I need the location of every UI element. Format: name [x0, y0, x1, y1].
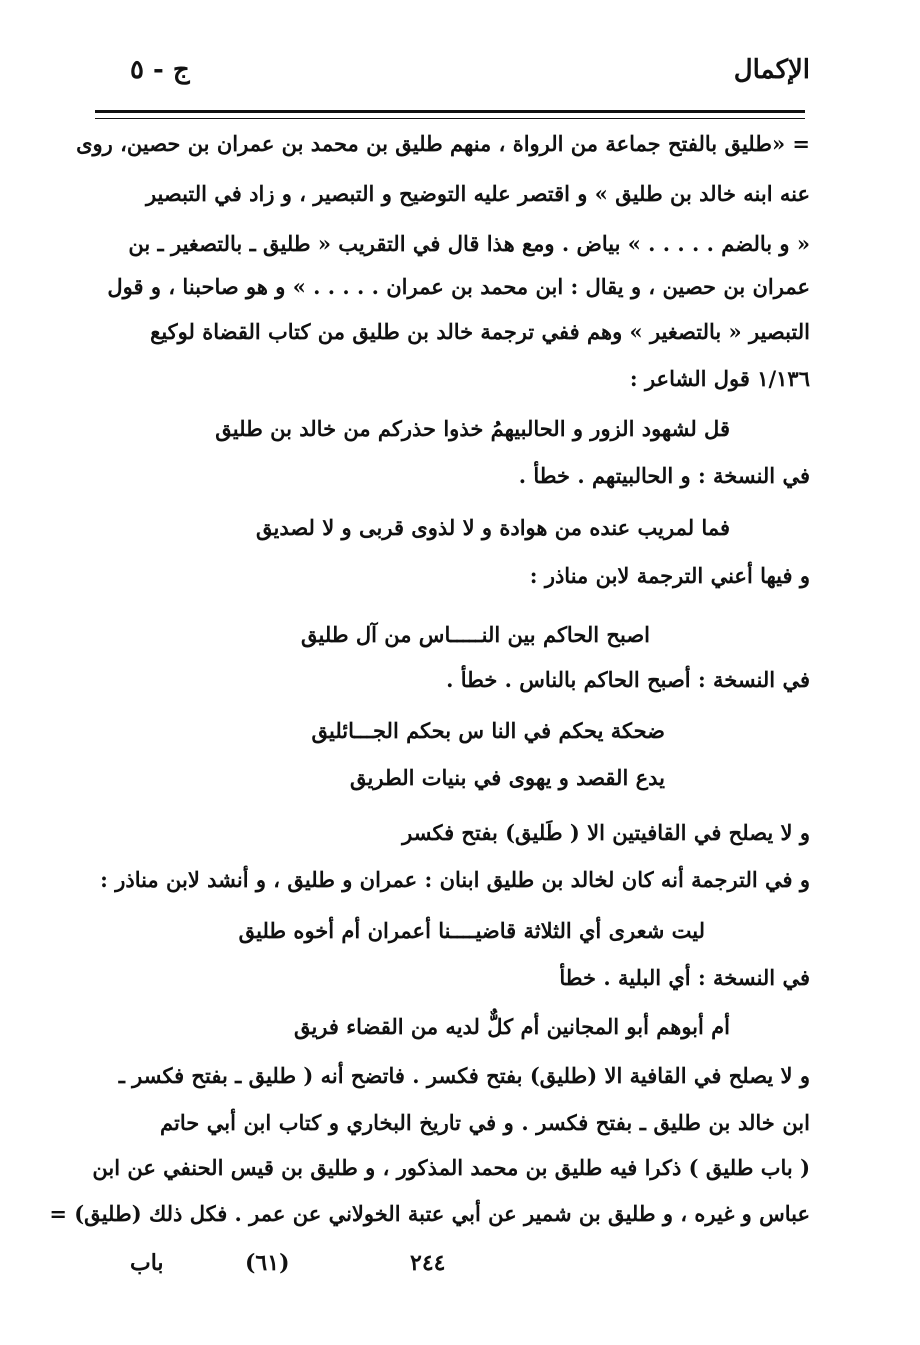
verse-7: أم أبوهم أبو المجانين أم كلٌّ لديه من القضاء فريق [293, 1014, 730, 1039]
text-line-11: ابن خالد بن طليق ـ بفتح فكسر . و في تاريخ البخاري و كتاب ابن أبي حاتم [160, 1110, 810, 1135]
verse-3: اصبح الحاكم بين النـــــاس من آل طليق [301, 622, 650, 647]
verse-6: ليت شعرى أي الثلاثة قاضيــــنا أعمران أم أخوه طليق [238, 918, 705, 943]
text-line-4: عمران بن حصين ، و يقال : ابن محمد بن عمران . . . . . » و هو صاحبنا ، و قول [107, 274, 810, 299]
verse-5: يدع القصد و يهوى في بنيات الطريق [350, 765, 665, 790]
text-line-9: و في الترجمة أنه كان لخالد بن طليق ابنان : عمران و طليق ، و أنشد لابن مناذر : [100, 867, 810, 892]
text-line-3: « و بالضم . . . . . » بياض . ومع هذا قال في التقريب « طليق ـ بالتصغير ـ بن [128, 231, 810, 256]
text-line-12: ( باب طليق ) ذكرا فيه طليق بن محمد المذكور ، و طليق بن قيس الحنفي عن ابن [92, 1155, 810, 1180]
text-line-1: = «طليق بالفتح جماعة من الرواة ، منهم طليق بن محمد بن عمران بن حصين، روى [76, 131, 810, 156]
volume-label: ج - ٥ [130, 55, 190, 85]
text-line-7: و فيها أعني الترجمة لابن مناذر : [529, 563, 810, 588]
text-line-2: عنه ابنه خالد بن طليق » و اقتصر عليه التوضيح و التبصير ، و زاد في التبصير [145, 181, 810, 206]
sheet-number: (٦١) [245, 1250, 290, 1276]
note-line-1: في النسخة : و الحالبيتهم . خطأ . [518, 463, 810, 488]
running-title: الإكمال [733, 55, 810, 85]
text-line-6: ١/١٣٦ قول الشاعر : [629, 366, 810, 391]
note-line-3: في النسخة : أي البلية . خطأ [559, 965, 810, 990]
header-rule-thin [95, 118, 805, 119]
verse-1: قل لشهود الزور و الحالبيهمُ خذوا حذركم من خالد بن طليق [215, 416, 730, 441]
page-number: ٢٤٤ [410, 1250, 446, 1276]
text-line-13: عباس و غيره ، و طليق بن شمير عن أبي عتبة الخولاني عن عمر . فكل ذلك (طليق) = [49, 1201, 810, 1226]
catchword: باب [130, 1250, 164, 1276]
text-line-8: و لا يصلح في القافيتين الا ( طَليق) بفتح فكسر [402, 820, 810, 845]
text-line-5: التبصير « بالتصغير » وهم ففي ترجمة خالد بن طليق من كتاب القضاة لوكيع [150, 319, 810, 344]
text-line-10: و لا يصلح في القافية الا (طليق) بفتح فكسر . فاتضح أنه ( طليق ـ بفتح فكسر ـ [118, 1063, 810, 1088]
note-line-2: في النسخة : أصبح الحاكم بالناس . خطأ . [446, 667, 810, 692]
header-rule-thick [95, 110, 805, 113]
verse-2: فما لمريب عنده من هوادة و لا لذوى قربى و لا لصديق [255, 515, 730, 540]
verse-4: ضحكة يحكم في النا س بحكم الجـــائليق [311, 718, 665, 743]
